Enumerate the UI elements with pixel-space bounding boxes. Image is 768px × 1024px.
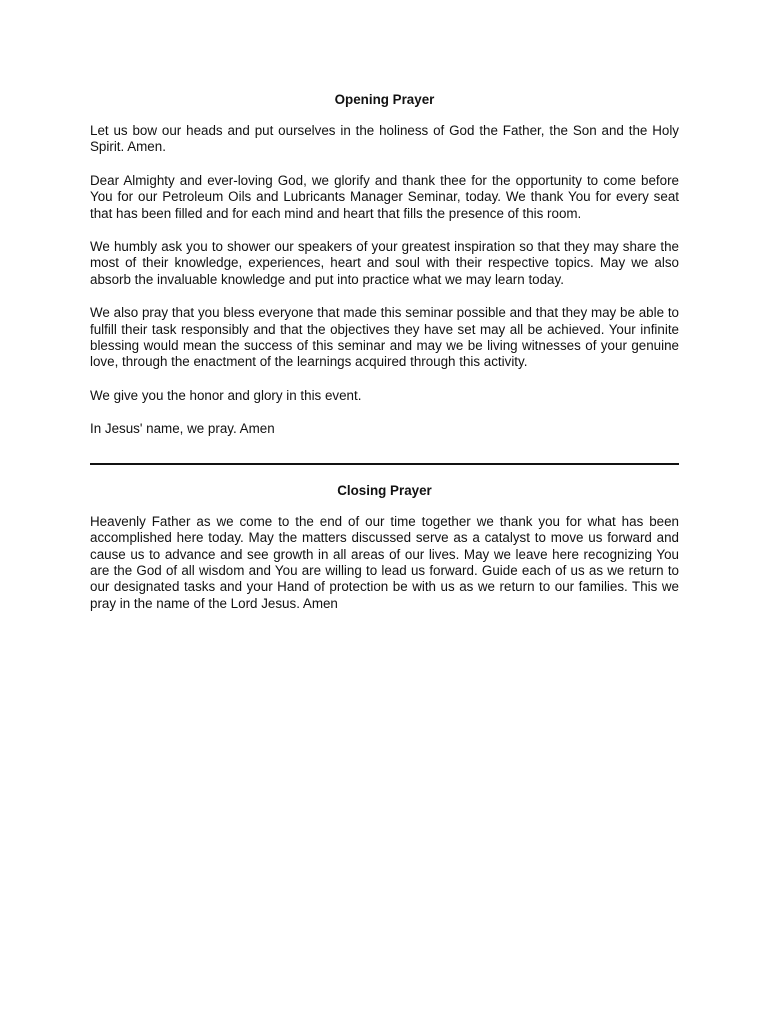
opening-paragraph-4: We also pray that you bless everyone that made this seminar possible and that they may be able to fulfill their task responsibly and that the objectives they have set may all be achieved. Your infinite blessing would mean the success of this seminar and may we be living witnesses of your genuine love, through the enactment of the learnings acquired through this activity. [90,305,679,370]
opening-prayer-title: Opening Prayer [334,92,435,107]
opening-paragraph-5: We give you the honor and glory in this event. [90,387,362,403]
section-divider [90,463,679,465]
closing-prayer-title: Closing Prayer [337,482,432,498]
opening-paragraph-3: We humbly ask you to shower our speakers of your greatest inspiration so that they may share the most of their knowledge, experiences, heart and soul with their respective topics. May we also absorb the invaluable knowledge and put into practice what we may learn today. [90,239,679,287]
opening-paragraph-2: Dear Almighty and ever-loving God, we glorify and thank thee for the opportunity to come before You for our Petroleum Oils and Lubricants Manager Seminar, today. We thank You for every seat that has been filled and for each mind and heart that fills the presence of this room. [90,172,679,221]
opening-paragraph-6: In Jesus' name, we pray. Amen [90,421,275,437]
document-page [90,92,679,629]
closing-paragraph-1: Heavenly Father as we come to the end of our time together we thank you for what has been accomplished here today. May the matters discussed serve as a catalyst to move us forward and cause us to advance and see growth in all areas of our lives. May we leave here recognizing You are the God of all wisdom and You are willing to lead us forward. Guide each of us as we return to our designated tasks and your Hand of protection be with us as we return to our families. This we pray in the name of the Lord Jesus. Amen [90,513,679,611]
opening-paragraph-1: Let us bow our heads and put ourselves in the holiness of God the Father, the Son and the Holy Spirit. Amen. [90,123,679,155]
